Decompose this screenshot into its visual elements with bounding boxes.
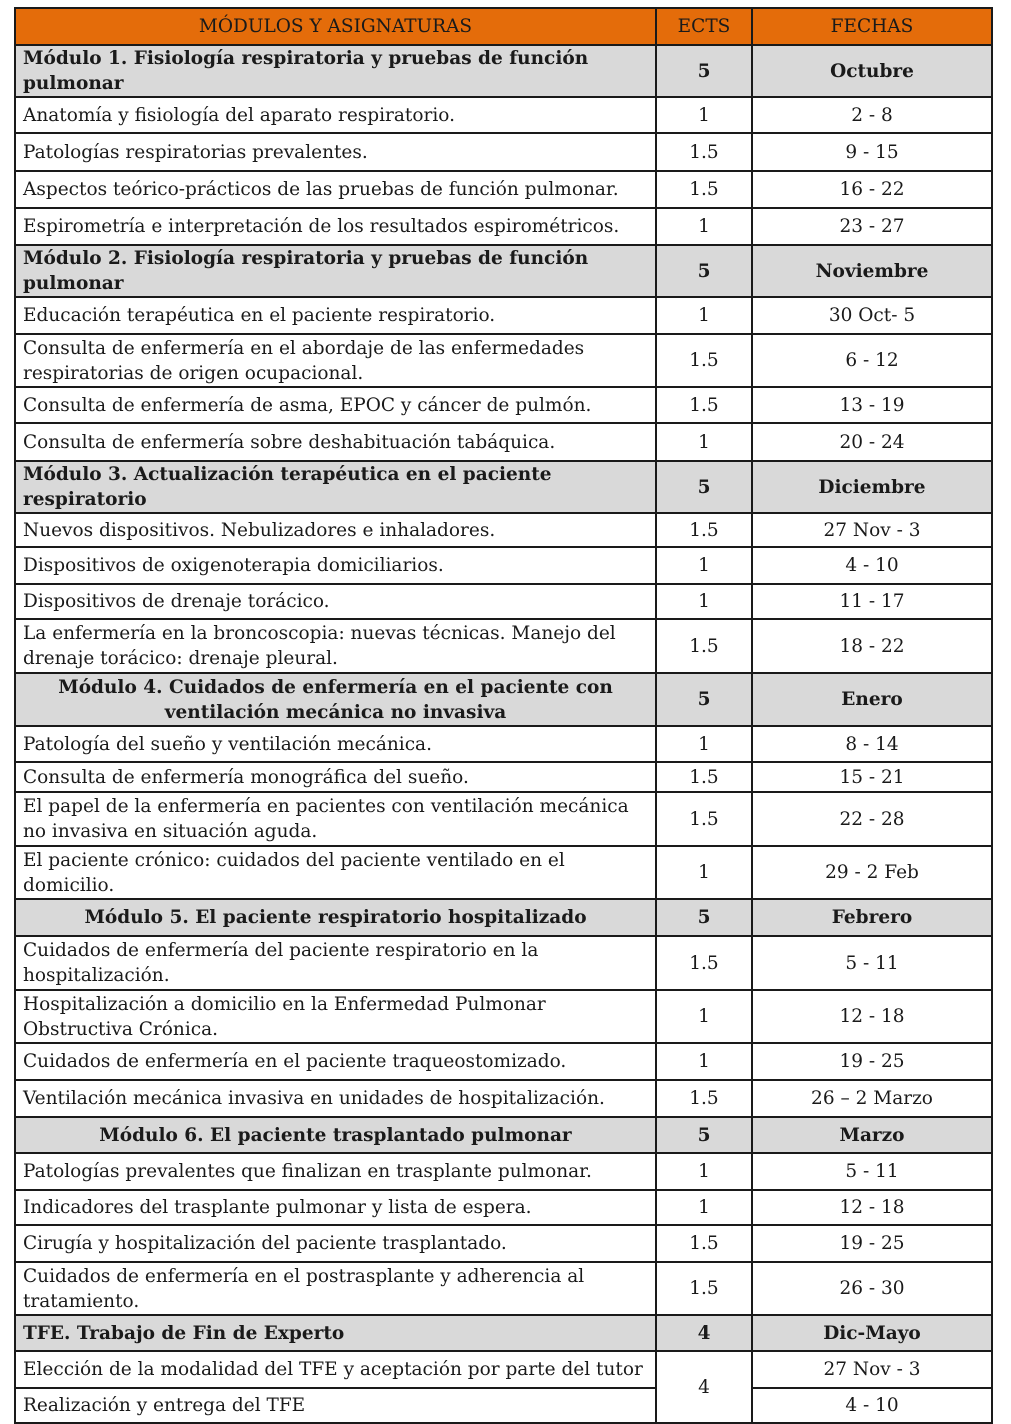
subject-row [15,1153,992,1190]
subject-row [15,547,992,584]
subject-row [15,726,992,762]
header-dates: FECHAS [752,8,992,45]
ects-value: 5 [656,245,752,297]
ects-value: 1.5 [656,334,752,387]
subject-row [15,792,992,846]
subject-row [15,1043,992,1080]
subject-title: Dispositivos de drenaje torácico. [15,584,656,619]
subject-title: El papel de la enfermería en pacientes con ventilación mecánica no invasiva en situación aguda. [15,792,656,846]
module-title: Módulo 1. Fisiología respiratoria y pruebas de función pulmonar [15,45,656,97]
date-range: 5 - 11 [752,936,992,990]
subject-row [15,762,992,792]
subject-title: Patologías prevalentes que finalizan en trasplante pulmonar. [15,1153,656,1190]
module-title: Módulo 4. Cuidados de enfermería en el paciente con ventilación mecánica no invasiva [15,673,656,726]
subject-title: Patologías respiratorias prevalentes. [15,133,656,171]
subject-row [15,1262,992,1315]
ects-value: 1.5 [656,619,752,673]
module-title: Módulo 3. Actualización terapéutica en el paciente respiratorio [15,461,656,513]
date-range: 26 – 2 Marzo [752,1080,992,1117]
module-row [15,45,992,97]
module-row [15,899,992,936]
date-range: 29 - 2 Feb [752,846,992,899]
table-body [15,45,992,1423]
subject-title: Consulta de enfermería monográfica del sueño. [15,762,656,792]
date-range: 16 - 22 [752,171,992,208]
ects-value: 1 [656,297,752,334]
course-schedule [14,7,993,1424]
modules-table [14,7,993,1424]
subject-title: Indicadores del trasplante pulmonar y lista de espera. [15,1190,656,1225]
subject-title: La enfermería en la broncoscopia: nuevas técnicas. Manejo del drenaje torácico: drenaje pleural. [15,619,656,673]
date-range: 9 - 15 [752,133,992,171]
ects-value: 1.5 [656,133,752,171]
module-title: Módulo 2. Fisiología respiratoria y pruebas de función pulmonar [15,245,656,297]
ects-value: 1.5 [656,387,752,423]
ects-value: 1.5 [656,936,752,990]
ects-value: 1 [656,726,752,762]
subject-row [15,846,992,899]
date-range: 26 - 30 [752,1262,992,1315]
subject-row [15,936,992,990]
subject-title: Educación terapéutica en el paciente respiratorio. [15,297,656,334]
ects-value: 1.5 [656,1262,752,1315]
date-range: Diciembre [752,461,992,513]
ects-value: 1 [656,1190,752,1225]
subject-row [15,513,992,547]
ects-value: 1.5 [656,792,752,846]
date-range: 27 Nov - 3 [752,513,992,547]
date-range: Dic-Mayo [752,1315,992,1351]
ects-value: 4 [656,1351,752,1423]
module-title: TFE. Trabajo de Fin de Experto [15,1315,656,1351]
subject-row [15,584,992,619]
ects-value: 1 [656,584,752,619]
module-title: Módulo 6. El paciente trasplantado pulmonar [15,1117,656,1153]
ects-value: 5 [656,899,752,936]
ects-value: 1.5 [656,762,752,792]
subject-row [15,208,992,245]
date-range: 22 - 28 [752,792,992,846]
ects-value: 5 [656,673,752,726]
date-range: 5 - 11 [752,1153,992,1190]
subject-title: Consulta de enfermería en el abordaje de las enfermedades respiratorias de origen ocupacional. [15,334,656,387]
subject-row [15,387,992,423]
ects-value: 5 [656,461,752,513]
subject-title: Consulta de enfermería de asma, EPOC y cáncer de pulmón. [15,387,656,423]
date-range: 11 - 17 [752,584,992,619]
subject-title: Ventilación mecánica invasiva en unidades de hospitalización. [15,1080,656,1117]
date-range: 4 - 10 [752,547,992,584]
subject-row [15,97,992,133]
module-row [15,1315,992,1351]
subject-title: Anatomía y fisiología del aparato respiratorio. [15,97,656,133]
date-range: 19 - 25 [752,1225,992,1262]
date-range: Enero [752,673,992,726]
subject-row [15,990,992,1043]
subject-row [15,334,992,387]
module-title: Módulo 5. El paciente respiratorio hospitalizado [15,899,656,936]
date-range: 12 - 18 [752,1190,992,1225]
ects-value: 1.5 [656,513,752,547]
date-range: 20 - 24 [752,423,992,461]
module-row [15,461,992,513]
subject-title: Cirugía y hospitalización del paciente trasplantado. [15,1225,656,1262]
ects-value: 1 [656,990,752,1043]
ects-value: 1 [656,846,752,899]
header-ects: ECTS [656,8,752,45]
subject-row [15,1080,992,1117]
subject-title: Realización y entrega del TFE [15,1388,656,1423]
date-range: 18 - 22 [752,619,992,673]
ects-value: 1.5 [656,1080,752,1117]
module-row [15,1117,992,1153]
subject-title: Cuidados de enfermería del paciente respiratorio en la hospitalización. [15,936,656,990]
subject-row [15,1190,992,1225]
date-range: 23 - 27 [752,208,992,245]
date-range: 27 Nov - 3 [752,1351,992,1388]
module-row [15,673,992,726]
ects-value: 1 [656,547,752,584]
subject-title: Nuevos dispositivos. Nebulizadores e inhaladores. [15,513,656,547]
subject-title: Elección de la modalidad del TFE y aceptación por parte del tutor [15,1351,656,1388]
subject-title: Cuidados de enfermería en el paciente traqueostomizado. [15,1043,656,1080]
subject-row [15,1351,992,1388]
ects-value: 1 [656,1153,752,1190]
ects-value: 5 [656,1117,752,1153]
ects-value: 1 [656,208,752,245]
module-row [15,245,992,297]
subject-row [15,1388,992,1423]
subject-title: Espirometría e interpretación de los resultados espirométricos. [15,208,656,245]
ects-value: 1 [656,1043,752,1080]
subject-title: Patología del sueño y ventilación mecánica. [15,726,656,762]
date-range: 8 - 14 [752,726,992,762]
subject-title: Hospitalización a domicilio en la Enfermedad Pulmonar Obstructiva Crónica. [15,990,656,1043]
subject-row [15,133,992,171]
subject-title: Cuidados de enfermería en el postrasplante y adherencia al tratamiento. [15,1262,656,1315]
subject-row [15,1225,992,1262]
date-range: 12 - 18 [752,990,992,1043]
ects-value: 1.5 [656,1225,752,1262]
ects-value: 4 [656,1315,752,1351]
subject-title: Consulta de enfermería sobre deshabituación tabáquica. [15,423,656,461]
date-range: 6 - 12 [752,334,992,387]
ects-value: 1.5 [656,171,752,208]
date-range: 4 - 10 [752,1388,992,1423]
date-range: 30 Oct- 5 [752,297,992,334]
subject-row [15,423,992,461]
subject-title: El paciente crónico: cuidados del paciente ventilado en el domicilio. [15,846,656,899]
subject-title: Aspectos teórico-prácticos de las pruebas de función pulmonar. [15,171,656,208]
date-range: 15 - 21 [752,762,992,792]
ects-value: 5 [656,45,752,97]
date-range: Octubre [752,45,992,97]
date-range: 19 - 25 [752,1043,992,1080]
subject-title: Dispositivos de oxigenoterapia domiciliarios. [15,547,656,584]
header-modules: MÓDULOS Y ASIGNATURAS [15,8,656,45]
table-header-row [15,8,992,45]
ects-value: 1 [656,97,752,133]
subject-row [15,171,992,208]
ects-value: 1 [656,423,752,461]
subject-row [15,619,992,673]
date-range: Marzo [752,1117,992,1153]
subject-row [15,297,992,334]
date-range: Febrero [752,899,992,936]
date-range: 13 - 19 [752,387,992,423]
date-range: 2 - 8 [752,97,992,133]
date-range: Noviembre [752,245,992,297]
